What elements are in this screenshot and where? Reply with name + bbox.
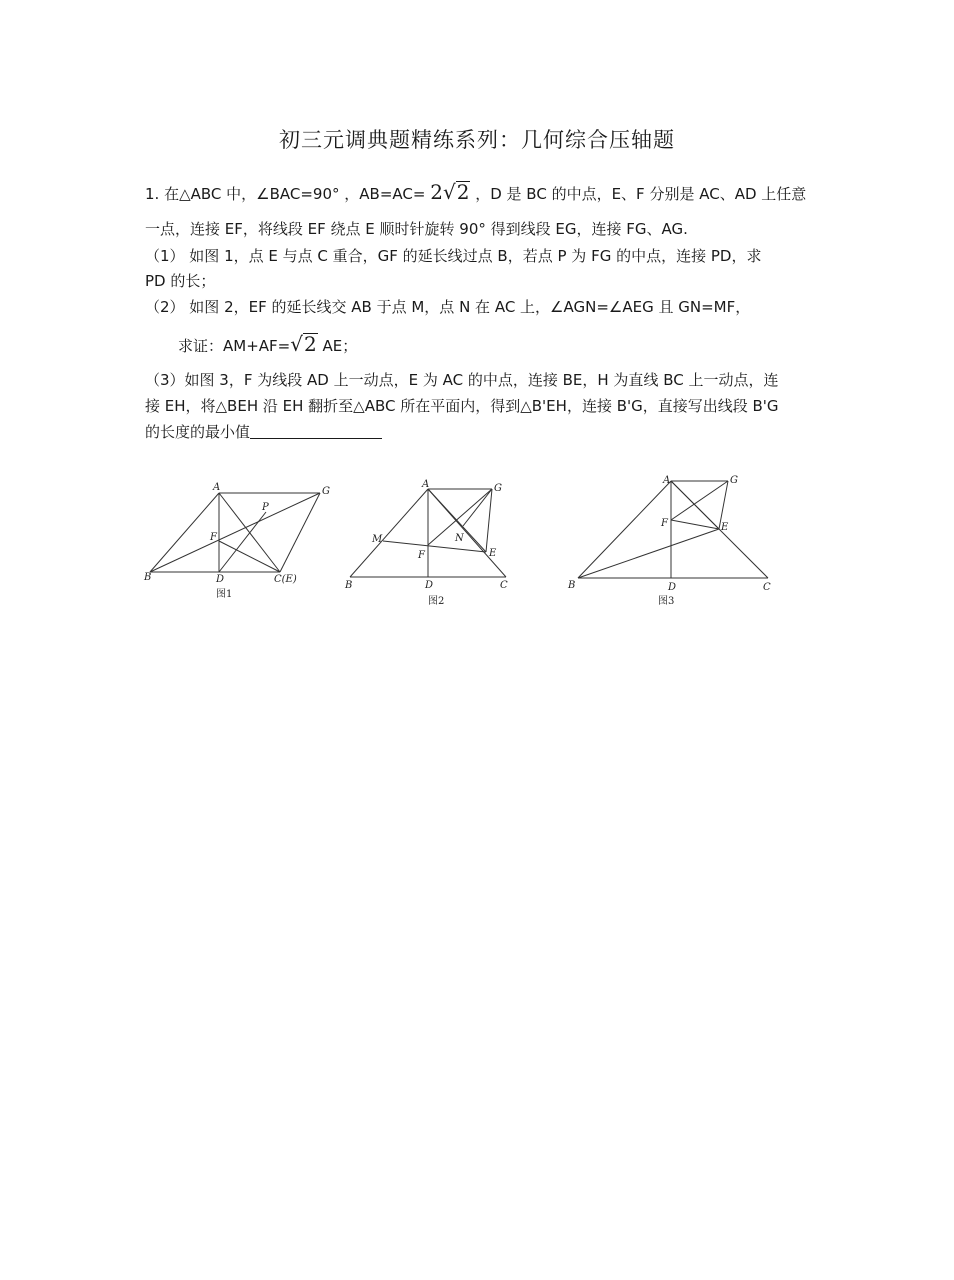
part1-line-2: PD 的长；: [145, 272, 216, 290]
fig3-label-e: E: [721, 522, 729, 533]
sqrt-radicand: 2: [456, 180, 470, 204]
fig2-label-f: F: [418, 550, 425, 561]
problem-line-1: [145, 180, 815, 204]
fig2-label-b: B: [345, 580, 353, 591]
fig2-line-ge: [486, 489, 492, 552]
part1-line-1: （1） 如图 1，点 E 与点 C 重合，GF 的延长线过点 B，若点 P 为 FG 的中点，连接 PD，求: [145, 247, 762, 265]
fig3-caption: 图3: [658, 596, 675, 607]
fig1-line-dp: [219, 512, 266, 572]
fig2-label-c: C: [500, 580, 508, 591]
problem-line-2: 一点，连接 EF，将线段 EF 绕点 E 顺时针旋转 90° 得到线段 EG，连接 FG、AG.: [145, 220, 688, 238]
fig2-line-ng: [463, 489, 492, 526]
fig1-caption: 图1: [216, 589, 233, 600]
fig2-line-ab: [350, 489, 428, 577]
fig1-line-gc: [280, 493, 320, 572]
fig2-label-d: D: [425, 580, 434, 591]
part2-text-pre: 求证：AM+AF=: [178, 337, 291, 355]
fig3-line-fg: [671, 481, 728, 520]
problem-text-1a: 1. 在△ABC 中，∠BAC=90° ，AB=AC=: [145, 185, 426, 203]
fig2-label-m: M: [372, 534, 383, 545]
answer-blank: [250, 424, 382, 439]
fig1-label-ce: C(E): [274, 574, 297, 585]
fig2-label-n: N: [455, 533, 464, 544]
sqrt-coefficient: 2: [430, 180, 443, 204]
figure-3-lines: [578, 481, 768, 578]
part3-line-1: （3）如图 3，F 为线段 AD 上一动点，E 为 AC 的中点，连接 BE，H 为直线 BC 上一动点，连: [145, 371, 779, 389]
fig2-caption: 图2: [428, 596, 445, 607]
fig1-label-b: B: [144, 572, 152, 583]
figure-2-lines: [350, 489, 506, 577]
fig3-label-f: F: [661, 518, 668, 529]
sqrt-expression: 2√2: [430, 180, 470, 204]
fig3-label-g: G: [730, 475, 738, 486]
fig2-label-a: A: [422, 479, 430, 490]
fig3-label-c: C: [763, 582, 771, 593]
fig1-label-f: F: [210, 532, 217, 543]
fig2-label-g: G: [494, 483, 502, 494]
fig3-line-ab: [578, 481, 671, 578]
fig1-label-g: G: [322, 486, 330, 497]
part3-line-2: 接 EH，将△BEH 沿 EH 翻折至△ABC 所在平面内，得到△B'EH，连接 B'G，直接写出线段 B'G: [145, 397, 779, 415]
fig1-line-bg: [150, 493, 320, 572]
figure-1-lines: [150, 493, 320, 572]
fig1-label-a: A: [213, 482, 221, 493]
problem-text-1b: ，D 是 BC 的中点，E、F 分别是 AC、AD 上任意: [475, 185, 807, 203]
figure-2: [340, 478, 520, 608]
part3-line-3: [145, 421, 815, 442]
figure-3: [560, 470, 785, 610]
page-title: 初三元调典题精练系列：几何综合压轴题: [279, 128, 675, 152]
sqrt2-expression: √2: [290, 332, 317, 356]
fig1-label-d: D: [216, 574, 225, 585]
part2-line-1: （2） 如图 2，EF 的延长线交 AB 于点 M，点 N 在 AC 上，∠AGN=∠AEG 且 GN=MF，: [145, 298, 751, 316]
fig1-label-p: P: [262, 502, 269, 513]
fig3-label-a: A: [663, 475, 671, 486]
part2-line-2: [178, 332, 848, 356]
sqrt2-radicand: 2: [303, 332, 317, 356]
figure-1: [140, 478, 340, 603]
fig3-line-be: [578, 529, 719, 578]
fig3-label-d: D: [668, 582, 677, 593]
fig3-label-b: B: [568, 580, 576, 591]
fig2-label-e: E: [489, 548, 497, 559]
fig1-line-fc: [219, 541, 280, 572]
fig1-line-ab: [150, 493, 219, 572]
part2-text-post: AE；: [317, 337, 358, 355]
part3-text-3: 的长度的最小值: [145, 423, 251, 441]
fig2-line-me: [383, 541, 486, 552]
